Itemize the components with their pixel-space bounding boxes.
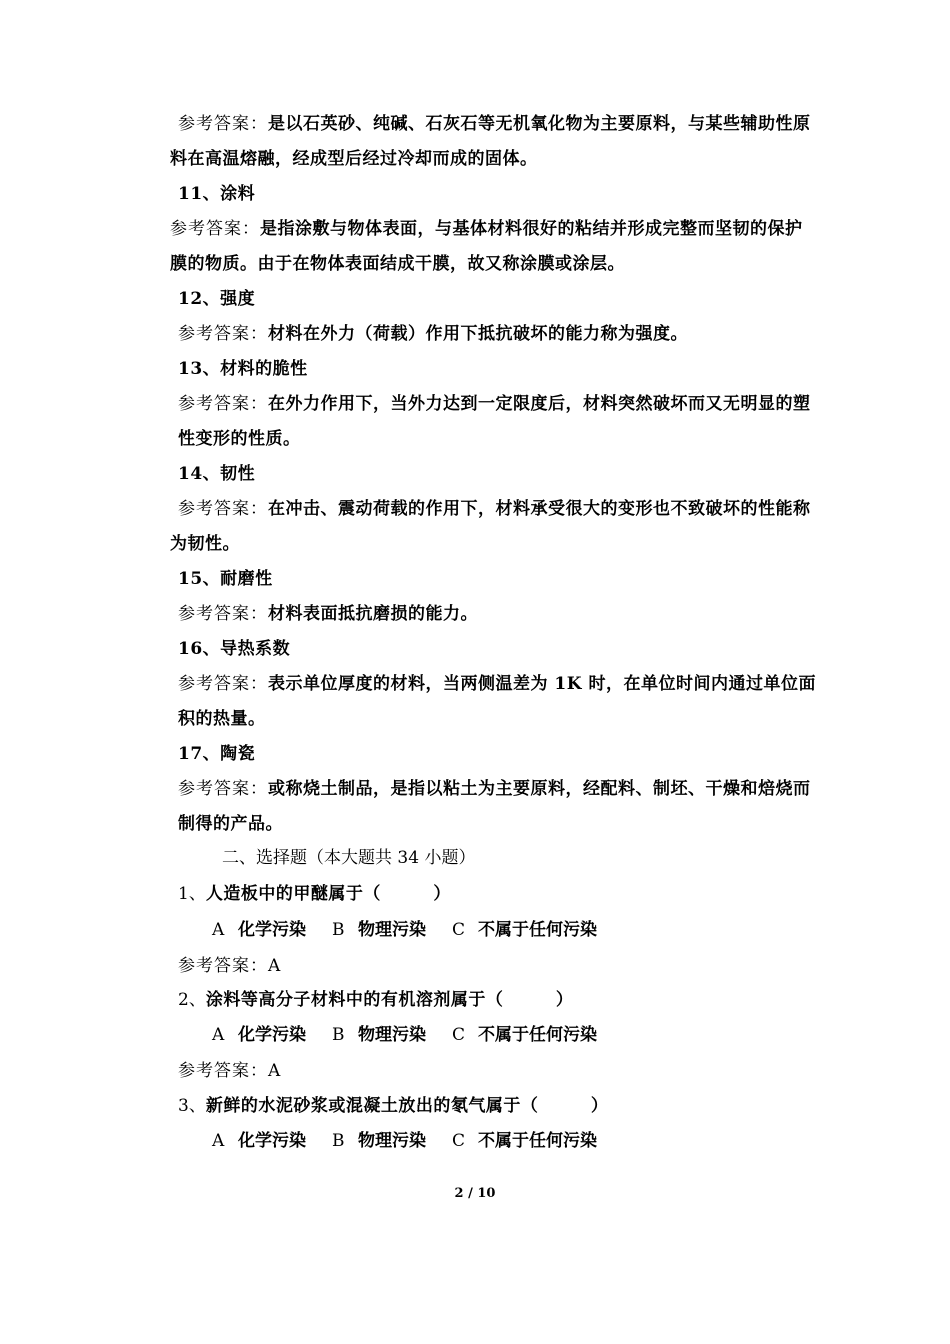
option-text: 物理污染 [358,1131,426,1151]
answer-label: 参考答案： [178,779,268,799]
question-stem [178,882,451,906]
answer-label: 参考答案： [178,114,268,134]
option-letter: A [212,1025,225,1045]
term-heading: 13、材料的脆性 [178,359,308,379]
page-number: 2 / 10 [454,1186,496,1201]
question-number: 1、 [178,884,206,904]
term-heading: 17、陶瓷 [178,744,256,764]
option-text: 不属于任何污染 [478,1131,597,1151]
option-letter: C [452,920,466,940]
section-heading: 二、选择题（本大题共 34 小题） [222,848,476,868]
answer-continuation: 为韧性。 [170,534,240,554]
answer-line [178,497,811,521]
option-letter: B [332,1131,345,1151]
term-heading: 16、导热系数 [178,639,291,659]
answer-continuation: 积的热量。 [178,709,266,729]
answer-continuation: 性变形的性质。 [178,429,301,449]
question-text: 新鲜的水泥砂浆或混凝土放出的氡气属于（ ） [205,1096,609,1116]
answer-line [178,672,816,696]
answer-text: 是以石英砂、纯碱、石灰石等无机氧化物为主要原料，与某些辅助性原 [268,114,811,134]
answer-line [178,602,478,626]
answer-line [178,112,811,136]
answer-text: 表示单位厚度的材料，当两侧温差为 1K 时，在单位时间内通过单位面 [268,674,816,694]
option-text: 物理污染 [358,1025,426,1045]
answer-continuation: 料在高温熔融，经成型后经过冷却而成的固体。 [170,149,538,169]
option-letter: C [452,1025,466,1045]
option-letter: C [452,1131,466,1151]
option-text: 不属于任何污染 [478,920,597,940]
options-row [212,1023,623,1047]
option-text: 化学污染 [238,1131,306,1151]
answer-label: 参考答案： [178,499,268,519]
term-heading: 11、涂料 [178,184,256,204]
options-row [212,918,623,942]
answer-continuation: 制得的产品。 [178,814,283,834]
answer-label: 参考答案： [178,674,268,694]
answer-text: 在冲击、震动荷载的作用下，材料承受很大的变形也不致破坏的性能称 [268,499,811,519]
option-letter: A [212,920,225,940]
answer-line [170,217,803,241]
answer-label: 参考答案： [178,604,268,624]
answer-label: 参考答案： [170,219,260,239]
option-text: 化学污染 [238,920,306,940]
options-row [212,1129,623,1153]
term-heading: 12、强度 [178,289,256,309]
question-text: 涂料等高分子材料中的有机溶剂属于（ ） [205,990,574,1010]
option-letter: B [332,1025,345,1045]
term-heading: 14、韧性 [178,464,256,484]
option-text: 物理污染 [358,920,426,940]
answer-text: 材料表面抵抗磨损的能力。 [268,604,478,624]
answer-text: 是指涂敷与物体表面，与基体材料很好的粘结并形成完整而坚韧的保护 [260,219,803,239]
question-text: 人造板中的甲醚属于（ ） [205,884,451,904]
option-letter: A [212,1131,225,1151]
answer-line: 参考答案：A [178,1061,282,1081]
answer-label: 参考答案： [178,324,268,344]
answer-continuation: 膜的物质。由于在物体表面结成干膜，故又称涂膜或涂层。 [170,254,625,274]
answer-line [178,322,688,346]
term-heading: 15、耐磨性 [178,569,273,589]
answer-label: 参考答案： [178,394,268,414]
answer-line [178,392,811,416]
option-text: 化学污染 [238,1025,306,1045]
question-number: 3、 [178,1096,206,1116]
option-text: 不属于任何污染 [478,1025,597,1045]
answer-text: 材料在外力（荷载）作用下抵抗破坏的能力称为强度。 [268,324,688,344]
answer-line: 参考答案：A [178,956,282,976]
question-stem [178,988,573,1012]
answer-text: 在外力作用下，当外力达到一定限度后，材料突然破坏而又无明显的塑 [268,394,811,414]
option-letter: B [332,920,345,940]
question-stem [178,1094,608,1118]
question-number: 2、 [178,990,206,1010]
answer-text: 或称烧土制品，是指以粘土为主要原料，经配料、制坯、干燥和焙烧而 [268,779,811,799]
answer-line [178,777,811,801]
